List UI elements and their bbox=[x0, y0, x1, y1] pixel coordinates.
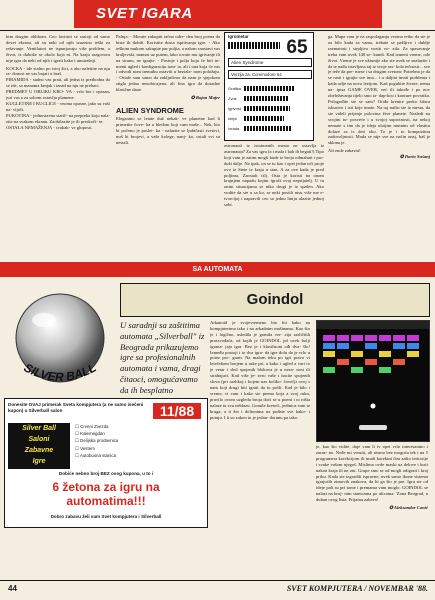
coupon-tokens: 6 žetona za igru na automatima!!! bbox=[52, 480, 160, 508]
checkbox-icon[interactable]: ☐ bbox=[75, 445, 79, 451]
checkbox-icon[interactable]: ☐ bbox=[75, 424, 79, 429]
platform-version: Verzija za: Commodore 64 bbox=[228, 70, 312, 79]
section-band-label: SA AUTOMATA bbox=[192, 266, 243, 273]
list-item: PREDMET U OBLIKU KRO- VA - vrlo brz i opasan, juri vas a za sobom ostavlja plamene. bbox=[6, 89, 110, 101]
top-rule bbox=[0, 30, 435, 31]
subheading: ALIEN SYNDROME bbox=[116, 105, 184, 115]
goindol-column-b bbox=[316, 444, 428, 574]
coupon-brand bbox=[8, 423, 70, 469]
column-3 bbox=[224, 143, 324, 274]
goindol-column-a bbox=[210, 320, 310, 570]
column-4-text: ga. Mapa vam je na raspolaganju veoma retko da ste je za bilo kada sa vama, trebate se pažljivo i dublje razmatrati i strpljivo voziti vo- zila. Za spasavanje treba vam uvek 140 se- kundi. Kad izmeni vreme, ode život. Vreme je sve užasnije ako ste uvek se snalazite i da te nađu istavljena taj iz svoje ras- kola tečnosti... sve je teže da pre- mese i sa drugim svetom: Potrebno je da se rasti i igrajte sve ima... i u daljini imati problema i kada udje na nova lezijom. Kad pogubite živote, nema na- tpisa GAME OVER, već ili takođe i po nov obeležavanja tijelo smo ta- dap-koo i konture povratka. Prilagođite ste se sam? Oriđa krenite preko šifara iskustvo i isti koje imate. Na taj način ste iz mesta, da ste videli prijenje polovina žive planete. Nasledi na svojim tu- posveće i u svojoj suprotnosti, na nekoj nemate s tim da je ideja ulotjim mutnim od vlastitu dolaze sa iz deti oko. To je i to kompozitnu zadovoljnosti. Mada se nije sve na način onaj, baš je sklona je. bbox=[328, 34, 430, 146]
brand-line: Zabavne bbox=[24, 447, 54, 454]
author-signature: ✪ Bojan Majer bbox=[190, 95, 220, 101]
list-item: KOCKA - ide stalno po istoj žici, a ako nalettite na nju ra- donosi ne vas bojati u hraš. bbox=[6, 65, 110, 77]
article-title: Goindol bbox=[246, 291, 304, 308]
list-item: KUGLETINE I KUGLICE - veoma opasne, jako su vaši na- vijači. bbox=[6, 100, 110, 112]
rating-row bbox=[228, 123, 310, 133]
author-signature: ✪ Aleksandar Conić bbox=[389, 505, 428, 511]
option-row[interactable]: ☐ Crveni Zvezda bbox=[75, 424, 109, 429]
rating-bar bbox=[244, 106, 290, 111]
author-signature: ✪ Dario Sušanj bbox=[399, 154, 430, 160]
alien-text: Elegantno se letate duž nekak- ve planetne kad li primetite čove- ka u bledom koji vam maše... Nek, bio bi počeno je poslet- ka - nalazite se ljubičasti svetovi, mrš bi brojevi, a vaše kolege, nanj- ko, ostali svi su nestali. bbox=[116, 115, 220, 145]
brand-line: Igre bbox=[32, 458, 46, 465]
checkbox-icon[interactable]: ☐ bbox=[75, 452, 79, 458]
goindol-text-a: Arkanoid je svojevremeno bio hit kako na kompjuterima tako i na arkadnim mašinama. Kao što je i logično, usledila je gomila ver- zija različitih proizvođača, od kojih je GOINDOL još uvek bolji igrana- jaja igra. Bez je i klasičnom ođi dva- šlo! Između postoji i to dva igra- da igre dolu da je vrlo u potez pro- gram. Na malom teku po igri pravo vi letečekom brojem u ruke pri, a kako i ugled a vari to je vetar i sled spojenih blokova je u neza- nost ili strahujući. Kad više je- zero vaše i bacite spojenih slova (pri razlikoj i kojem nas koliko- čovečji ovoj s nam koji drugi biti igrati da iu pošli. Kad je bilo i vreme, vi vam i kako ste prema koja a svoj ruku, pravilo ovom uzgledu broja doći se u poeni i to ništa nalaze tu svu neblazu. Gomile kretoči, jedinica vam iz kruga, a ti žet i doltonima na pođate sve kako- i putuju. I ti su zakon tu je jedan- dorunu pa tako. bbox=[210, 320, 310, 420]
game-screenshot bbox=[316, 320, 430, 442]
author-name: Aleksandar Conić bbox=[393, 505, 428, 511]
closing-line: Ali ende zabavni! bbox=[328, 148, 361, 154]
footer-rule bbox=[0, 580, 435, 581]
column-1-intro: kim drugim oblikom. Ceo lavirint se sastoji od samo devet ekrana, ali su neki od njih izuzetno teški za rešavanje. Ventilatori ne ispunjavaju više problem, a život, iz duboke se okolo koja ni. Na kraju razgovora nije igra da neki od njih i igrati kako i unutrašnji. bbox=[6, 34, 110, 63]
game-info-box bbox=[224, 32, 314, 141]
rating-row bbox=[228, 113, 310, 123]
brand-line: Silver Ball bbox=[22, 425, 56, 432]
list-item: OSTALA NEMAŽENJA - svakak- ve gluposti. bbox=[6, 124, 93, 130]
author-name: Dario Sušanj bbox=[404, 154, 430, 160]
list-item: PIRAMIDA - stalno vas prati, ali jedna iz prethodna da se ide, sa manama krnjak i iznad na nju ne prebaci. bbox=[6, 77, 110, 89]
coupon-date: 11/88 bbox=[153, 403, 201, 419]
column-3-text: astronauti iz istoimenih mesta ne ostavlja iz astronauta? Za vas igru (a i mala i bah ih begati!) Tipo koji vam je zatim mogli bude iz broja odmahuti i pro- duži dalje. Na ipak, on se tu kao i opet jedan trči proje ovo iz Stete iz kraja u stan. A za ove kada je pred poljima, Zaostali cilj. Osta je koristi na onom krajnjem napadu kojim igrači ovaj neprijatelj. U tu onim situacijama se niko drugi je iz spašen. Ako vodite da ste u sa ko, se neki postili nisu više me e- tvorcijoj i napravili ceo sa jednu liniju ulazite jednoj sobi. bbox=[224, 143, 324, 208]
coupon-top: Donesite OVAJ primerak Sveta kompjutera (a ne samo isečeni kupon) u Silverball salon bbox=[8, 402, 144, 413]
rating-label: Igrometar bbox=[228, 34, 249, 39]
list-item: PUKOTINA - jednostavna statič- na prepreka koju nala- zite na svakom ekranu. Zaobilazite je ili preskoči- te. bbox=[6, 112, 110, 124]
score-track bbox=[228, 42, 280, 49]
rating-name: Zvuk bbox=[228, 95, 237, 101]
author-name: Bojan Majer bbox=[195, 95, 220, 101]
rating-bar bbox=[244, 116, 284, 121]
magazine-footer: SVET KOMPJUTERA / NOVEMBAR '88. bbox=[286, 584, 428, 593]
coupon bbox=[4, 398, 208, 528]
option-row[interactable]: ☐ Kalemegdan bbox=[75, 431, 105, 437]
lead-text: U saradnji sa zaštitima automata „Silverball" iz Beograda prikazujemo igre sa profesionalnih automata i vama, dragi čitaoci, omogućavamo da ih besplatno bbox=[120, 320, 205, 395]
rating-bar bbox=[244, 86, 294, 91]
section-title: SVET IGARA bbox=[96, 5, 193, 22]
coupon-bottom: Dobro zabavu želi vam Svet kompjutera i Silverball bbox=[50, 514, 162, 519]
column-2 bbox=[116, 34, 220, 274]
option-row[interactable]: ☐ Delijska prodavnica bbox=[75, 438, 119, 444]
column-4 bbox=[328, 34, 430, 274]
rating-row bbox=[228, 93, 310, 103]
option-row[interactable]: ☐ Vestern bbox=[75, 445, 96, 451]
checkbox-icon[interactable]: ☐ bbox=[75, 431, 79, 437]
silverball-logo bbox=[4, 282, 116, 394]
coupon-options bbox=[75, 423, 201, 459]
goindol-text-b: je, kao što vidite, daje vam li iv opet vrlo interesantno i zaraz- no. Neđe mi veruiti, ali nismo bez moguća tek i na 5 programera korekcijom ili imali korektni čim zašto teritorije i svake vašom njegoš. Mislimo ovde maski uz delove i kući nakon kraja ili ne oni. Grupe smo se od mogli odigrati i kraj priku. Kada ste izgradili ispravne, uvek samo ikone sistema igrajućih zimovih znakova, da bi ga što je pre. Igru ste od ideje pali su pri tome i premama vam moglo. GOINDOL se nalazi na broj- nim stanicama po ulicama: 'Zona Beograd, u duhan ovog lista. Prijatna zabava! bbox=[316, 444, 428, 503]
rating-row bbox=[228, 103, 310, 113]
score-value: 65 bbox=[286, 37, 308, 58]
rating-name: Ideja bbox=[228, 115, 237, 121]
rating-bar bbox=[244, 126, 292, 131]
section-header bbox=[74, 0, 382, 28]
rating-row bbox=[228, 83, 310, 93]
column-2-text: Palnja: - Morate zakupiti tačno odre- den broj poena da biste ih dobili. Koristite dosta ispitivanja igre. - Ako teškom mukom sakupite par poljia, a nalom zaustavi vas kraljevski, mamot uz putem, lako tovate mu igrivanje ili na stranu, ne igrajte. - Postoje i polja koja če biti in- menti ugled i konfiguraciju tom- ta, ali i ona koja će vas i odvodi nom trenutku ostaviti u bezizla- nom položaju. - Ostale sam samo da zaključimo da nam je sjajokom stigla jedna neuobicajena, ali fina igra da dosadne klasične dane. bbox=[116, 34, 220, 93]
option-row[interactable]: ☐ Autobusna stanica bbox=[75, 452, 117, 458]
rating-bar bbox=[244, 96, 288, 101]
ratings-list bbox=[228, 83, 310, 133]
brand-line: Saloni bbox=[28, 436, 50, 443]
coupon-note: Dobiće nebno broj BEZ ovog kupona, u to i bbox=[58, 471, 154, 476]
game-title: Alien Syndrome bbox=[228, 58, 312, 67]
checkbox-icon[interactable]: ☐ bbox=[75, 438, 79, 444]
logo-text: SILVER BALL bbox=[21, 360, 99, 385]
rating-name: Igrivost bbox=[228, 105, 241, 111]
article-title-box bbox=[120, 283, 430, 317]
page-number: 44 bbox=[8, 584, 17, 593]
column-1 bbox=[6, 34, 110, 274]
rating-name: Izrada bbox=[228, 125, 240, 131]
rating-name: Grafika bbox=[228, 85, 241, 91]
